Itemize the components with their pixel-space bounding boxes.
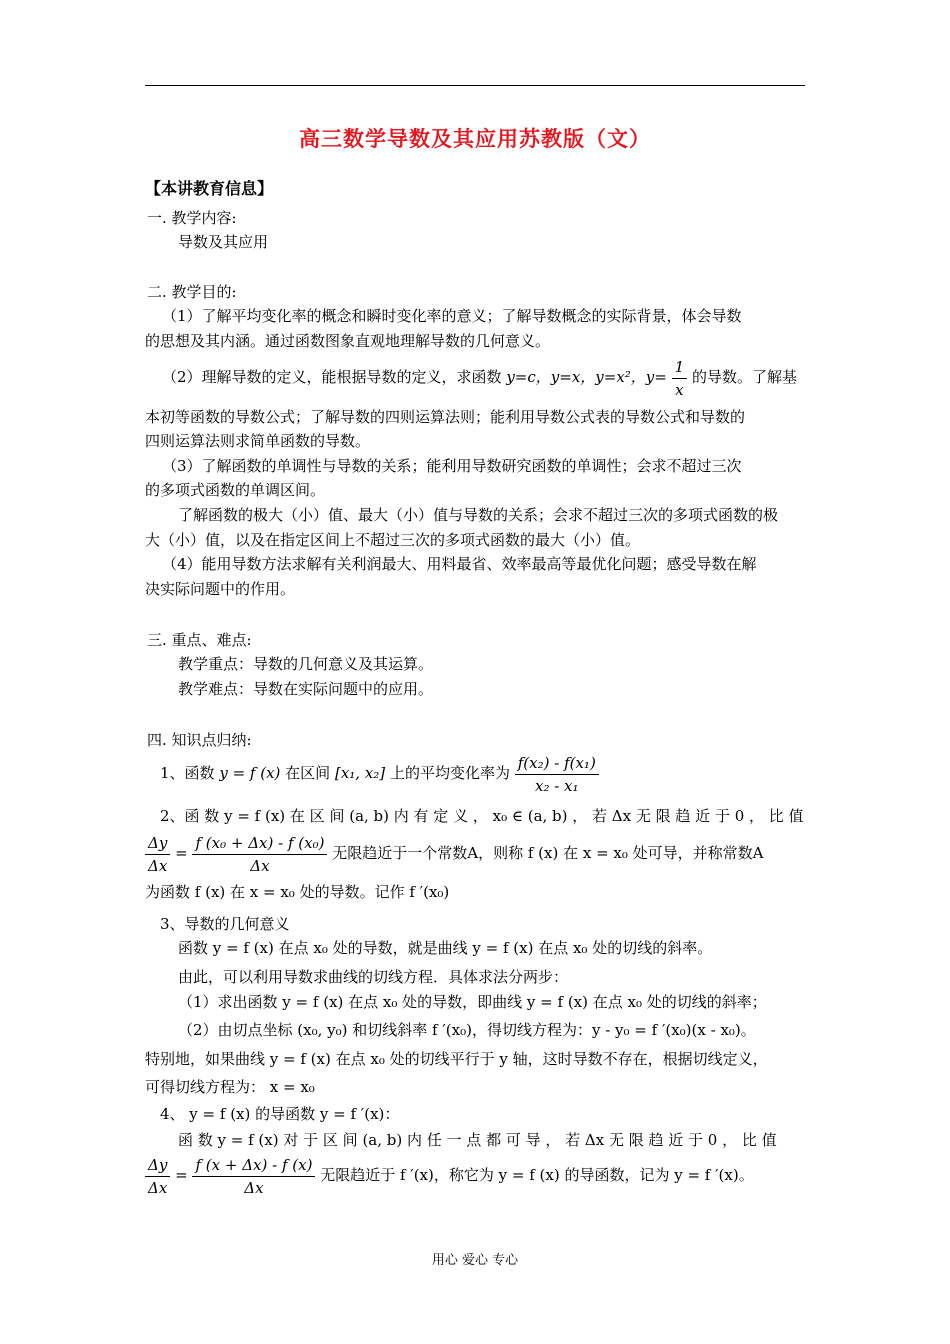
s2-p2a	[162, 355, 797, 399]
k3-d: （2）由切点坐标 (x₀, y₀) 和切线斜率 f ′(x₀)，得切线方程为：y - y₀ = f ′(x₀)(x - x₀)。	[178, 1021, 756, 1039]
k1-mid: 在区间	[285, 764, 331, 782]
k4-title: 4、 y = f (x) 的导函数 y = f ′(x)：	[160, 1105, 400, 1123]
k1-den: x₂ - x₁	[534, 776, 579, 795]
section-heading: 【本讲教育信息】	[145, 179, 274, 198]
k3-title: 3、导数的几何意义	[160, 915, 290, 933]
s1-content: 导数及其应用	[178, 233, 269, 251]
k1-post: 上的平均变化率为	[389, 764, 510, 782]
page-footer: 用心 爱心 专心	[431, 1253, 519, 1268]
k1-int: [x₁, x₂]	[334, 764, 386, 782]
s2-p2a-funcs: y=c，y=x，y=x²，y=	[506, 368, 667, 386]
k2-c: 为函数 f (x) 在 x = x₀ 处的导数。记作 f ′(x₀)	[145, 883, 450, 901]
k2-lnum: Δy	[145, 832, 170, 855]
s2-p3c: 了解函数的极大（小）值、最大（小）值与导数的关系；会求不超过三次的多项式函数的极	[178, 506, 779, 524]
s2-label: 二. 教学目的:	[147, 283, 237, 301]
s1-label: 一. 教学内容:	[147, 209, 237, 227]
s2-p2a-fraction	[672, 356, 688, 401]
k1-pre: 1、函数	[160, 764, 215, 782]
k3-a: 函数 y = f (x) 在点 x₀ 处的导数，就是曲线 y = f (x) 在点 x₀ 处的切线的斜率。	[178, 939, 713, 957]
k4-rden: Δx	[244, 1178, 264, 1197]
s3-label: 三. 重点、难点:	[147, 631, 252, 649]
k4-lnum: Δy	[145, 1154, 170, 1177]
k2-left-fraction	[145, 832, 170, 877]
k1-fraction	[515, 752, 599, 797]
top-rule	[145, 85, 805, 86]
k2-lden: Δx	[148, 856, 168, 875]
s2-p3b: 的多项式函数的单调区间。	[145, 481, 326, 499]
k2-b: 无限趋近于一个常数A，则称 f (x) 在 x = x₀ 处可导，并称常数A	[332, 844, 764, 862]
k3-b: 由此，可以利用导数求曲线的切线方程．具体求法分两步：	[178, 968, 569, 986]
s2-p1b: 的思想及其内涵。通过函数图象直观地理解导数的几何意义。	[145, 332, 551, 350]
s4-label: 四. 知识点归纳:	[147, 731, 252, 749]
k4-left-fraction	[145, 1154, 170, 1199]
s2-p1a: （1）了解平均变化率的概念和瞬时变化率的意义；了解导数概念的实际背景，体会导数	[162, 307, 742, 325]
s2-p2a-pre: （2）理解导数的定义，能根据导数的定义，求函数	[162, 368, 502, 386]
k4-a: 函 数 y = f (x) 对 于 区 间 (a, b) 内 任 一 点 都 可 导 ， 若 Δx 无 限 趋 近 于 0 ， 比 值	[178, 1131, 777, 1149]
k3-e: 特别地，如果曲线 y = f (x) 在点 x₀ 处的切线平行于 y 轴，这时导数不存在，根据切线定义，	[145, 1050, 768, 1068]
s2-p2c: 四则运算法则求简单函数的导数。	[145, 432, 371, 450]
k2-a: 2、函 数 y = f (x) 在 区 间 (a, b) 内 有 定 义 ， x₀ ∈ (a, b) ， 若 Δx 无 限 趋 近 于 0 ， 比 值	[160, 807, 804, 825]
k4-right-fraction	[192, 1154, 315, 1199]
k3-c: （1）求出函数 y = f (x) 在点 x₀ 处的导数，即曲线 y = f (x) 在点 x₀ 处的切线的斜率；	[178, 993, 767, 1011]
s2-p4a: （4）能用导数方法求解有关利润最大、用料最省、效率最高等最优化问题；感受导数在解	[162, 555, 757, 573]
k4-lden: Δx	[148, 1178, 168, 1197]
s3-key: 教学重点：导数的几何意义及其运算。	[178, 655, 434, 673]
k3-f: 可得切线方程为： x = x₀	[145, 1078, 315, 1096]
s2-p2b: 本初等函数的导数公式；了解导数的四则运算法则；能利用导数公式表的导数公式和导数的	[145, 408, 746, 426]
k2-right-fraction	[192, 832, 327, 877]
s2-p2a-den: x	[675, 380, 684, 399]
k2-rnum: f (x₀ + Δx) - f (x₀)	[192, 832, 327, 855]
s2-p2a-post: 的导数。了解基	[691, 368, 797, 386]
k4-formula-line: $\frac{\Delta y}{\Delta x}$ = $\frac{f (x + \Delta x) - f (x)}{\Delta x}$ 无限趋近于 f ′(x)，称它为 y = f (x) 的导函数，记为 y = f ′(x)。	[145, 1152, 754, 1198]
s2-p3a: （3）了解函数的单调性与导数的关系；能利用导数研究函数的单调性；会求不超过三次	[162, 457, 742, 475]
s2-p3d: 大（小）值，以及在指定区间上不超过三次的多项式函数的最大（小）值。	[145, 531, 641, 549]
s3-diff: 教学难点：导数在实际问题中的应用。	[178, 680, 434, 698]
k4-b: 无限趋近于 f ′(x)，称它为 y = f (x) 的导函数，记为 y = f ′(x)。	[320, 1166, 754, 1184]
k1-num: f(x₂) - f(x₁)	[515, 752, 599, 775]
page-title: 高三数学导数及其应用苏教版（文）	[299, 126, 651, 151]
k2-formula-line: $\frac{\Delta y}{\Delta x}$ = $\frac{\text{f (x₀ + Δx) - f (x₀)}}{\Delta x}$ 无限趋近于一个常数A，则称 f (x) 在 x = x₀ 处可导，并称常数A	[145, 830, 764, 876]
k2-rden: Δx	[250, 856, 270, 875]
s2-p4b: 决实际问题中的作用。	[145, 580, 296, 598]
k4-rnum: f (x + Δx) - f (x)	[192, 1154, 315, 1177]
k1-f: y = f (x)	[219, 764, 281, 782]
k1-line	[160, 750, 599, 796]
s2-p2a-num: 1	[672, 356, 688, 379]
